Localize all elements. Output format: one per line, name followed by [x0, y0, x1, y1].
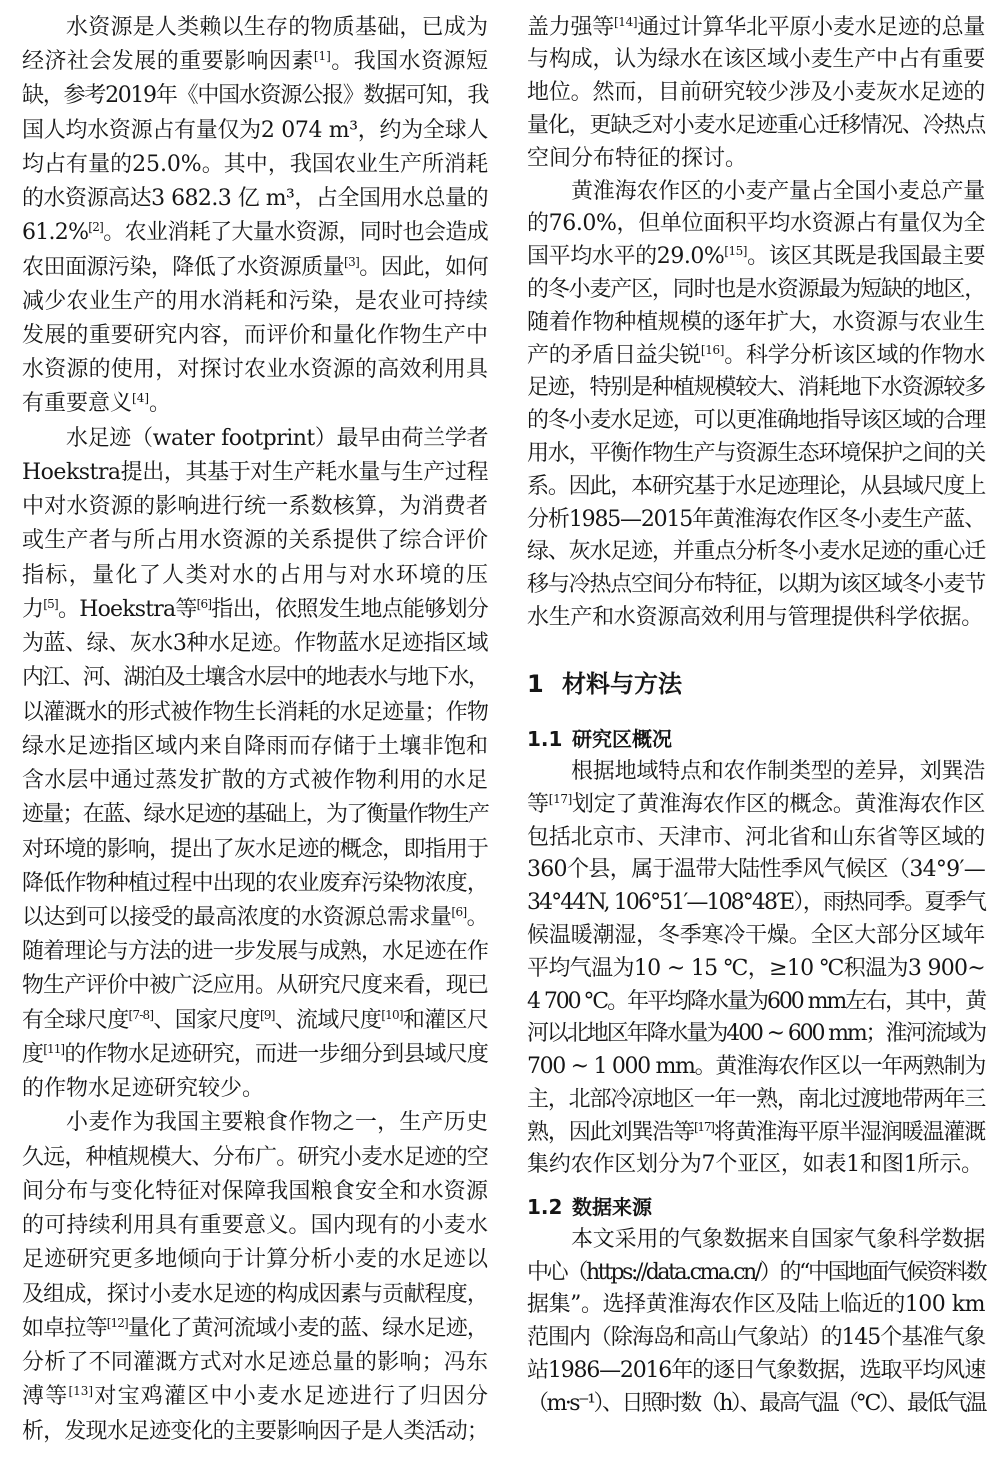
text-run: 度 — [22, 1041, 44, 1067]
text-line: 集约农作区划分为7个亚区，如表1和图1所示。 — [527, 1152, 983, 1178]
text-line: 本文采用的气象数据来自国家气象科学数据 — [571, 1226, 985, 1252]
text-line — [22, 45, 488, 79]
text-line — [527, 241, 985, 274]
text-run: 的作物水足迹研究，而进一步细分到县域尺度 — [64, 1041, 489, 1067]
section-number: 1 — [527, 669, 544, 698]
text-run: 、国家尺度 — [153, 1007, 260, 1033]
citation-ref: [17] — [548, 791, 572, 806]
text-line: 发展的重要研究内容，而评价和量化作物生产中 — [22, 323, 488, 348]
citation-ref: [9] — [259, 1007, 275, 1022]
text-line: 的作物水足迹研究较少。 — [22, 1076, 265, 1102]
text-run: 和灌区尺 — [402, 1007, 488, 1033]
citation-ref: [6] — [451, 904, 467, 919]
text-line: 或生产者与所占用水资源的关系提供了综合评价 — [22, 528, 488, 554]
text-line: 360个县，属于温带大陆性季风气候区（34°9′— — [527, 857, 985, 883]
text-line: 移与冷热点空间分布特征，以期为该区域冬小麦节 — [527, 572, 985, 598]
citation-ref: [11] — [43, 1041, 65, 1056]
text-run: 经济社会发展的重要影响因素 — [22, 49, 314, 75]
text-line: 足迹研究更多地倾向于计算分析小麦的水足迹以 — [22, 1247, 488, 1273]
subsection-title: 数据来源 — [572, 1194, 652, 1219]
text-line: 随着作物种植规模的逐年扩大，水资源与农业生 — [527, 309, 985, 335]
citation-ref: [1] — [313, 49, 331, 64]
subsection-number: 1.1 — [527, 726, 563, 751]
text-run: 将黄淮海平原半湿润暖温灌溉 — [713, 1119, 986, 1145]
right-column — [527, 12, 985, 1421]
subsection-heading — [527, 1190, 985, 1224]
citation-ref: [12] — [106, 1315, 128, 1330]
text-line: 34°44′N, 106°51′—108°48′E），雨热同季。夏季气 — [527, 890, 985, 916]
text-line: 根据地域特点和农作制类型的差异，刘巽浩 — [571, 758, 985, 784]
text-line: 减少农业生产的用水消耗和污染，是农业可持续 — [22, 288, 488, 314]
text-run: 农田面源污染，降低了水资源质量 — [22, 254, 345, 280]
text-line: 中心（https://data.cma.cn/）的“中国地面气候资料数 — [527, 1259, 985, 1285]
text-line — [527, 789, 985, 822]
text-run: 。 — [466, 904, 489, 930]
text-line: 河以北地区年降水量为400 ~ 600 mm；淮河流域为 — [527, 1021, 985, 1047]
text-line: 的水资源高达3 682.3 亿 m³，占全国用水总量的 — [22, 186, 488, 212]
text-run: 盖力强等 — [527, 14, 614, 40]
text-run: 有全球尺度 — [22, 1007, 129, 1033]
text-line: 小麦作为我国主要粮食作物之一，生产历史 — [66, 1110, 488, 1136]
text-line: 均占有量的25.0%。其中，我国农业生产所消耗 — [22, 151, 488, 177]
text-run: 有重要意义 — [22, 391, 133, 417]
text-line — [22, 251, 488, 285]
text-run: 。农业消耗了大量水资源，同时也会造成 — [103, 220, 488, 246]
text-run: 以达到可以接受的最高浓度的水资源总需求量 — [22, 904, 452, 930]
paragraph — [22, 11, 488, 422]
text-line — [22, 387, 488, 421]
citation-ref: [7-8] — [128, 1007, 154, 1022]
text-line: 与构成，认为绿水在该区域小麦生产中占有重要 — [527, 47, 985, 73]
text-run: 。因此，如何 — [359, 254, 488, 280]
text-line: 平均气温为10 ~ 15 ℃，≥10 ℃积温为3 900~ — [527, 955, 985, 981]
text-line: 以灌溉水的形式被作物生长消耗的水足迹量；作物 — [22, 699, 488, 725]
section-title: 材料与方法 — [562, 669, 682, 698]
citation-ref: [10] — [381, 1007, 403, 1022]
text-line — [527, 340, 985, 373]
text-run: 、流域尺度 — [274, 1007, 382, 1033]
text-line: 绿水足迹指区域内来自降雨而存储于土壤非饱和 — [22, 733, 488, 759]
text-run: 。该区其既是我国最主要 — [747, 244, 985, 270]
text-run: 量化了黄河流域小麦的蓝、绿水足迹， — [127, 1315, 488, 1341]
text-run: 熟，因此刘巽浩等 — [527, 1119, 694, 1145]
text-run: 。我国水资源短 — [330, 49, 488, 75]
text-line: 主，北部冷凉地区一年一熟，南北过渡地带两年三 — [527, 1086, 985, 1112]
text-line: 物生产评价中被广泛应用。从研究尺度来看，现已 — [22, 973, 488, 999]
text-line: 用水，平衡作物生产与资源生态环境保护之间的关 — [527, 440, 985, 466]
text-line: 4 700 ℃。年平均降水量为600 mm左右，其中，黄 — [527, 988, 985, 1014]
text-line: 地位。然而，目前研究较少涉及小麦灰水足迹的 — [527, 80, 985, 106]
citation-ref: [16] — [700, 342, 725, 357]
text-run: 。Hoekstra等 — [57, 596, 197, 622]
left-column — [22, 11, 488, 1449]
text-line: 足迹，特别是种植规模较大、消耗地下水资源较多 — [527, 375, 985, 401]
text-line: 内江、河、湖泊及土壤含水层中的地表水与地下水， — [22, 665, 488, 691]
paragraph — [527, 176, 985, 635]
text-line: 包括北京市、天津市、河北省和山东省等区域的 — [527, 824, 985, 850]
text-line: 对环境的影响，提出了灰水足迹的概念，即指用于 — [22, 836, 488, 862]
text-run: 对宝鸡灌区中小麦水足迹进行了归因分 — [93, 1384, 488, 1410]
text-run: 力 — [22, 596, 44, 622]
text-line: 候温暖潮湿，冬季寒冷干燥。全区大部分区域年 — [527, 922, 985, 948]
text-line: 随着理论与方法的进一步发展与成熟，水足迹在作 — [22, 939, 488, 965]
text-line: 析，发现水足迹变化的主要影响因子是人类活动； — [22, 1418, 488, 1444]
text-line: 含水层中通过蒸发扩散的方式被作物利用的水足 — [22, 768, 488, 794]
text-line — [22, 1312, 488, 1346]
text-line — [527, 1117, 985, 1150]
citation-ref: [6] — [196, 596, 212, 611]
paragraph — [527, 756, 985, 1182]
text-line: 水资源的使用，对探讨农业水资源的高效利用具 — [22, 357, 488, 383]
text-run: 溥等 — [22, 1384, 69, 1410]
text-line: 据集”。选择黄淮海农作区及陆上临近的100 km — [527, 1292, 985, 1318]
text-line: 的76.0%，但单位面积平均水资源占有量仅为全 — [527, 211, 985, 237]
text-line: 间分布与变化特征对保障我国粮食安全和水资源 — [22, 1178, 488, 1204]
citation-ref: [15] — [724, 244, 747, 259]
paragraph — [527, 1224, 985, 1421]
text-run: 。 — [149, 391, 172, 417]
text-line: （m·s⁻¹）、日照时数（h）、最高气温（℃）、最低气温 — [527, 1390, 985, 1416]
citation-ref: [14] — [613, 14, 638, 29]
text-line: 久远，种植规模大、分布广。研究小麦水足迹的空 — [22, 1144, 488, 1170]
text-line: 中对水资源的影响进行统一系数核算，为消费者 — [22, 494, 488, 520]
text-line: Hoekstra提出，其基于对生产耗水量与生产过程 — [22, 459, 488, 485]
text-line: 黄淮海农作区的小麦产量占全国小麦总产量 — [571, 178, 985, 204]
text-line: 分析了不同灌溉方式对水足迹总量的影响；冯东 — [22, 1350, 488, 1376]
citation-ref: [2] — [88, 220, 104, 235]
text-line: 站1986—2016年的逐日气象数据，选取平均风速 — [527, 1358, 985, 1384]
text-line — [527, 12, 985, 45]
text-run: 划定了黄淮海农作区的概念。黄淮海农作区 — [571, 791, 986, 817]
text-line — [22, 1038, 488, 1072]
citation-ref: [13] — [68, 1384, 94, 1399]
section-heading — [527, 664, 985, 704]
text-run: 产的矛盾日益尖锐 — [527, 342, 701, 368]
text-line — [22, 1380, 488, 1414]
text-line: 空间分布特征的探讨。 — [527, 145, 748, 171]
text-run: 国平均水平的29.0% — [527, 244, 725, 270]
text-line: 系。因此，本研究基于水足迹理论，从县域尺度上 — [527, 473, 985, 499]
paragraph — [527, 12, 985, 176]
text-line: 水生产和水资源高效利用与管理提供科学依据。 — [527, 604, 983, 630]
text-line: 降低作物种植过程中出现的农业废弃污染物浓度， — [22, 870, 488, 896]
paragraph — [22, 1106, 488, 1448]
text-line: 量化，更缺乏对小麦水足迹重心迁移情况、冷热点 — [527, 112, 985, 138]
text-run: 指出，依照发生地点能够划分 — [211, 596, 488, 622]
text-line: 及组成，探讨小麦水足迹的构成因素与贡献程度， — [22, 1281, 488, 1307]
citation-ref: [3] — [344, 254, 360, 269]
text-run: 通过计算华北平原小麦水足迹的总量 — [637, 14, 985, 40]
text-run: 如卓拉等 — [22, 1315, 107, 1341]
text-line: 700 ~ 1 000 mm。黄淮海农作区以一年两熟制为 — [527, 1054, 985, 1080]
text-line: 绿、灰水足迹，并重点分析冬小麦水足迹的重心迁 — [527, 539, 985, 565]
text-line: 国人均水资源占有量仅为2 074 m³，约为全球人 — [22, 117, 488, 143]
text-line — [22, 593, 488, 627]
text-line: 指标，量化了人类对水的占用与对水环境的压 — [22, 562, 488, 588]
text-line: 分析1985—2015年黄淮海农作区冬小麦生产蓝、 — [527, 506, 985, 532]
text-run: 等 — [527, 791, 549, 817]
text-run: 。科学分析该区域的作物水 — [724, 342, 985, 368]
text-line — [22, 216, 488, 250]
text-line: 缺，参考2019年《中国水资源公报》数据可知，我 — [22, 83, 488, 109]
paragraph — [22, 422, 488, 1107]
text-line: 的冬小麦产区，同时也是水资源最为短缺的地区， — [527, 276, 985, 302]
text-line: 的冬小麦水足迹，可以更准确地指导该区域的合理 — [527, 408, 985, 434]
text-line: 的可持续利用具有重要意义。国内现有的小麦水 — [22, 1213, 488, 1239]
text-run: 61.2% — [22, 220, 89, 246]
text-line: 为蓝、绿、灰水3种水足迹。作物蓝水足迹指区域 — [22, 631, 488, 657]
text-line: 迹量；在蓝、绿水足迹的基础上，为了衡量作物生产 — [22, 802, 488, 828]
text-line: 水足迹（water footprint）最早由荷兰学者 — [66, 425, 488, 451]
subsection-title: 研究区概况 — [572, 726, 672, 751]
text-line: 水资源是人类赖以生存的物质基础，已成为 — [66, 14, 488, 40]
citation-ref: [5] — [43, 596, 58, 611]
text-line: 范围内（除海岛和高山气象站）的145个基准气象 — [527, 1325, 985, 1351]
text-line — [22, 901, 488, 935]
citation-ref: [4] — [132, 391, 150, 406]
subsection-heading — [527, 722, 985, 756]
text-line — [22, 1004, 488, 1038]
subsection-number: 1.2 — [527, 1194, 563, 1219]
citation-ref: [17] — [693, 1119, 714, 1134]
